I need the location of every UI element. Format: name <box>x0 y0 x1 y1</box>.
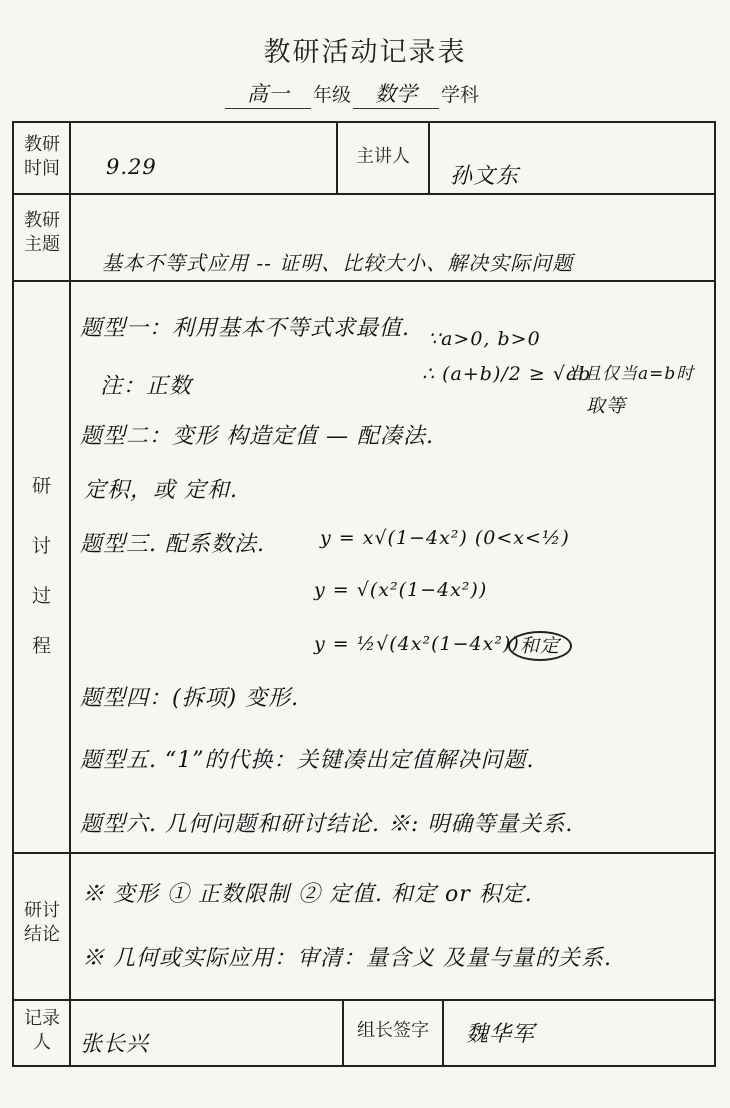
process-line: ∵a>0, b>0 <box>428 328 541 350</box>
process-line: y = x√(1−4x²) (0<x<½) <box>320 527 570 549</box>
time-label <box>16 133 68 181</box>
subject-value: 数学 <box>353 80 439 109</box>
process-line: 定积，或 定和. <box>84 478 238 503</box>
process-label-char: 程 <box>32 635 52 657</box>
process-line: 题型二：变形 构造定值 — 配凑法. <box>80 424 434 449</box>
leader-signature: 魏华军 <box>466 1022 536 1047</box>
process-label-char: 研 <box>32 475 52 497</box>
process-line: y = ½√(4x²(1−4x²)) <box>314 633 520 655</box>
topic-label-line: 教研 <box>24 210 60 231</box>
topic-label <box>16 209 68 257</box>
row-divider <box>14 852 714 854</box>
conclusion-label-line: 研讨 <box>24 900 60 921</box>
recorder-label-line: 记录 <box>24 1008 60 1029</box>
grade-label: 年级 <box>313 84 352 106</box>
process-label-char: 讨 <box>32 535 52 557</box>
page-title: 教研活动记录表 <box>263 37 467 68</box>
process-line: 题型六. 几何问题和研讨结论. ※: 明确等量关系. <box>80 812 574 837</box>
circled-note: 和定 <box>508 631 572 661</box>
recorder-label <box>16 1007 68 1055</box>
grade-subject-line <box>225 80 525 114</box>
process-line: 注：正数 <box>100 374 193 399</box>
row-divider <box>14 999 714 1001</box>
leader-label: 组长签字 <box>357 1020 429 1041</box>
record-form <box>12 121 716 1067</box>
recorder-label-line: 人 <box>33 1032 51 1053</box>
conclusion-label <box>16 899 68 947</box>
process-line: y = √(x²(1−4x²)) <box>314 579 488 601</box>
process-line: 题型五. “1”的代换：关键凑出定值解决问题. <box>80 748 535 773</box>
process-line: 题型三. 配系数法. <box>80 532 265 557</box>
process-line: 当且仅当a=b时 <box>566 364 695 384</box>
subject-label: 学科 <box>441 84 480 106</box>
process-line: ∴ (a+b)/2 ≥ √ab <box>422 363 592 385</box>
topic-value: 基本不等式应用 -- 证明、比较大小、解决实际问题 <box>102 251 574 275</box>
column-divider <box>69 123 71 1065</box>
column-divider <box>428 123 430 193</box>
speaker-label: 主讲人 <box>356 146 410 167</box>
conclusion-label-line: 结论 <box>24 924 60 945</box>
row-divider <box>14 193 714 195</box>
process-line: 取等 <box>586 395 627 417</box>
time-value: 9.29 <box>106 155 157 179</box>
speaker-value: 孙文东 <box>450 164 520 189</box>
time-label-line: 时间 <box>24 158 60 179</box>
process-line: 题型一：利用基本不等式求最值. <box>80 316 410 341</box>
recorder-signature: 张长兴 <box>80 1032 150 1057</box>
process-line-circled <box>508 631 572 658</box>
process-line: 题型四：(拆项) 变形. <box>80 686 300 711</box>
conclusion-line: ※ 几何或实际应用：审清：量含义 及量与量的关系. <box>82 946 612 971</box>
time-label-line: 教研 <box>24 134 60 155</box>
row-divider <box>14 280 714 282</box>
column-divider <box>442 999 444 1065</box>
grade-value: 高一 <box>225 80 311 109</box>
topic-label-line: 主题 <box>24 234 60 255</box>
process-label-char: 过 <box>32 585 52 607</box>
conclusion-line: ※ 变形 ① 正数限制 ② 定值. 和定 or 积定. <box>82 882 533 907</box>
